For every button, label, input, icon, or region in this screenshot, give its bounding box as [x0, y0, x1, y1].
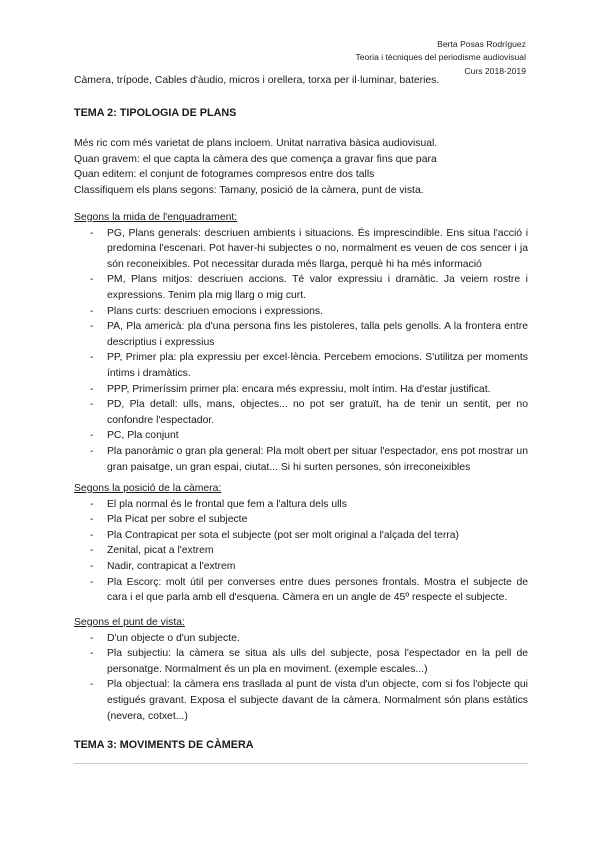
- list-item: - PM, Plans mitjos: descriuen accions. Té valor expressiu i dramàtic. Ja veiem rostre i expressions. Tenim pla mig llarg o mig curt.: [74, 272, 528, 303]
- bullet-list: [74, 631, 528, 725]
- list-item: - Pla Picat per sobre el subjecte: [74, 512, 528, 528]
- bullet-list: [74, 497, 528, 606]
- section-heading: Segons el punt de vista:: [74, 617, 185, 628]
- list-item: - PD, Pla detall: ulls, mans, objectes... no pot ser gratuït, ha de tenir un sentit, per no confondre l'espectador.: [74, 397, 528, 428]
- intro-line: Càmera, trípode, Cables d'àudio, micros i orellera, torxa per il·luminar, bateries.: [74, 75, 440, 86]
- tema2-paragraph: Quan gravem: el que capta la càmera des que comença a gravar fins que para: [74, 153, 437, 165]
- list-item: - PPP, Primeríssim primer pla: encara més expressiu, molt íntim. Ha d'estar justificat.: [74, 382, 528, 398]
- tema2-paragraph: Classifiquem els plans segons: Tamany, posició de la càmera, punt de vista.: [74, 184, 424, 196]
- list-item: - PC, Pla conjunt: [74, 428, 528, 444]
- list-item: - PA, Pla americà: pla d'una persona fins les pistoleres, talla pels genolls. A la frontera entre descriptius i expressius: [74, 319, 528, 350]
- list-item: - Nadir, contrapicat a l'extrem: [74, 559, 528, 575]
- header-author: Berta Posas Rodríguez: [437, 39, 526, 49]
- tema2-intro: [74, 136, 528, 198]
- list-item: - Zenital, picat a l'extrem: [74, 543, 528, 559]
- header-subject: Teoria i tècniques del periodisme audiovisual: [355, 52, 526, 63]
- section-mida: [74, 210, 528, 475]
- section-heading: Segons la posició de la càmera:: [74, 483, 222, 494]
- list-item: - Pla Escorç: molt útil per converses entre dues persones frontals. Mostra el subjecte de cara i el que parla amb ell d'esquena. Càmera en un angle de 45º respecte el subjecte.: [74, 575, 528, 606]
- header-course: Curs 2018-2019: [464, 65, 526, 76]
- section-heading: Segons la mida de l'enquadrament:: [74, 212, 238, 223]
- page-header: [355, 38, 526, 78]
- list-item: - Plans curts: descriuen emocions i expressions.: [74, 304, 528, 320]
- list-item: - PP, Primer pla: pla expressiu per excel·lència. Percebem emocions. S'utilitza per moments íntims i dramàtics.: [74, 350, 528, 381]
- list-item: - Pla panoràmic o gran pla general: Pla molt obert per situar l'espectador, ens pot mostrar un gran paisatge, un gran espai, ciutat... Si hi surten persones, són irreconeixibles: [74, 444, 528, 475]
- list-item: - El pla normal és le frontal que fem a l'altura dels ulls: [74, 497, 528, 513]
- tema3-title: TEMA 3: MOVIMENTS DE CÀMERA: [74, 739, 254, 751]
- section-divider: [74, 763, 528, 764]
- list-item: - PG, Plans generals: descriuen ambients i situacions. És imprescindible. Ens situa l'acció i predomina l'escenari. Pot haver-hi subjectes o no, normalment es veuen de cos sencer i ja són reconeixibles. Pot necessitar durada més llarga, perquè hi ha més informació: [74, 226, 528, 273]
- bullet-list: [74, 226, 528, 476]
- tema2-paragraph: Més ric com més varietat de plans incloem. Unitat narrativa bàsica audiovisual.: [74, 138, 438, 149]
- section-posicio: [74, 481, 528, 606]
- list-item: - D'un objecte o d'un subjecte.: [74, 631, 528, 647]
- tema2-paragraph: Quan editem: el conjunt de fotogrames compresos entre dos talls: [74, 169, 375, 181]
- tema2-title: TEMA 2: TIPOLOGIA DE PLANS: [74, 107, 237, 119]
- list-item: - Pla objectual: la càmera ens trasllada al punt de vista d'un objecte, com si fos l'objecte qui estigués gravant. Exposa el subjecte davant de la càmera. Normalment són plans estàtics (nevera, cotxet...): [74, 677, 528, 724]
- list-item: - Pla Contrapicat per sota el subjecte (pot ser molt original a l'alçada del terra): [74, 528, 528, 544]
- section-punt-de-vista: [74, 615, 528, 724]
- list-item: - Pla subjectiu: la càmera se situa als ulls del subjecte, posa l'espectador en la pell de personatge. Normalment és un pla en moviment. (exemple escales...): [74, 646, 528, 677]
